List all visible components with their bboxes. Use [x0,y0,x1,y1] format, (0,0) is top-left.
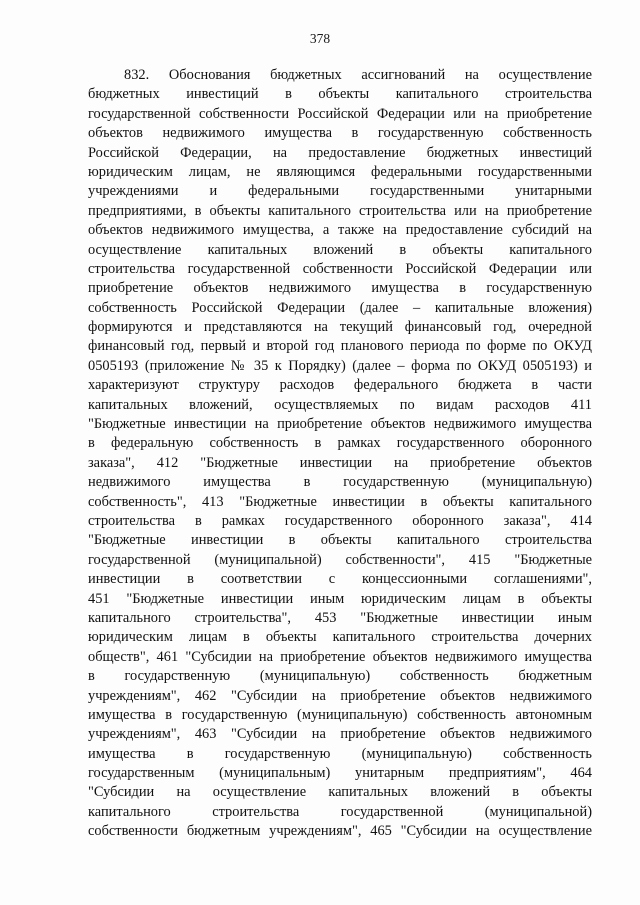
text-line: инвестиции в соответствии с концессионными соглашениями", [88,571,592,588]
text-line: государственной собственности Российской Федерации или на приобретение [88,105,592,122]
text-line: осуществление капитальных вложений в объекты капитального [88,241,592,258]
text-line: строительства в рамках государственного оборонного заказа", 414 [88,512,592,529]
text-line: заказа", 412 "Бюджетные инвестиции на приобретение объектов [88,454,592,471]
text-line: 832. Обоснования бюджетных ассигнований на осуществление [124,67,592,83]
text-line: учреждениям", 462 "Субсидии на приобретение объектов недвижимого [88,687,592,704]
text-line: формируются и представляются на текущий финансовый год, очередной [88,319,592,336]
text-line: юридическим лицам в объекты капитального строительства дочерних [88,629,592,646]
text-line: приобретение объектов недвижимого имущества в государственную [88,280,592,297]
text-line: капитального строительства", 453 "Бюджетные инвестиции иным [88,609,592,626]
text-line: учреждениями и федеральными государственными унитарными [88,183,592,200]
text-line: собственность Российской Федерации (далее – капитальные вложения) [88,299,592,316]
text-line: обществ", 461 "Субсидии на приобретение объектов недвижимого имущества [88,648,592,665]
text-line: имущества в государственную (муниципальную) собственность [88,745,592,762]
text-line: собственности бюджетным учреждениям", 465 "Субсидии на осуществление [88,823,592,840]
paragraph-832 [88,66,592,842]
text-line: предприятиями, в объекты капитального строительства или на приобретение [88,202,592,219]
text-line: объектов недвижимого имущества, а также на предоставление субсидий на [88,222,592,239]
text-line: бюджетных инвестиций в объекты капитального строительства [88,86,592,103]
text-line: "Субсидии на осуществление капитальных вложений в объекты [88,784,592,801]
text-line: строительства государственной собственности Российской Федерации или [88,260,592,277]
text-line: учреждениям", 463 "Субсидии на приобретение объектов недвижимого [88,726,592,743]
text-line: имущества в государственную (муниципальную) собственность автономным [88,706,592,723]
text-line: объектов недвижимого имущества в государственную собственность [88,125,592,142]
text-line: 0505193 (приложение № 35 к Порядку) (далее – форма по ОКУД 0505193) и [88,357,592,374]
text-line: капитальных вложений, осуществляемых по видам расходов 411 [88,396,592,413]
text-line: недвижимого имущества в государственную (муниципальную) [88,474,592,491]
text-line: государственной (муниципальной) собственности", 415 "Бюджетные [88,551,592,568]
text-line: Российской Федерации, на предоставление бюджетных инвестиций [88,144,592,161]
text-line: "Бюджетные инвестиции на приобретение объектов недвижимого имущества [88,416,592,433]
page-number: 378 [309,31,331,46]
text-line: характеризуют структуру расходов федерального бюджета в части [88,377,592,394]
text-line: юридическим лицам, не являющимся федеральными государственными [88,163,592,180]
text-line: государственным (муниципальным) унитарным предприятиям", 464 [88,765,592,782]
text-line: 451 "Бюджетные инвестиции иным юридическим лицам в объекты [88,590,592,607]
text-line: в федеральную собственность в рамках государственного оборонного [88,435,592,452]
text-line: капитального строительства государственной (муниципальной) [88,803,592,820]
text-line: "Бюджетные инвестиции в объекты капитального строительства [88,532,592,549]
text-line: финансовый год, первый и второй год планового периода по форме по ОКУД [88,338,592,355]
text-line: в государственную (муниципальную) собственность бюджетным [88,668,592,685]
text-line: собственность", 413 "Бюджетные инвестиции в объекты капитального [88,493,592,510]
